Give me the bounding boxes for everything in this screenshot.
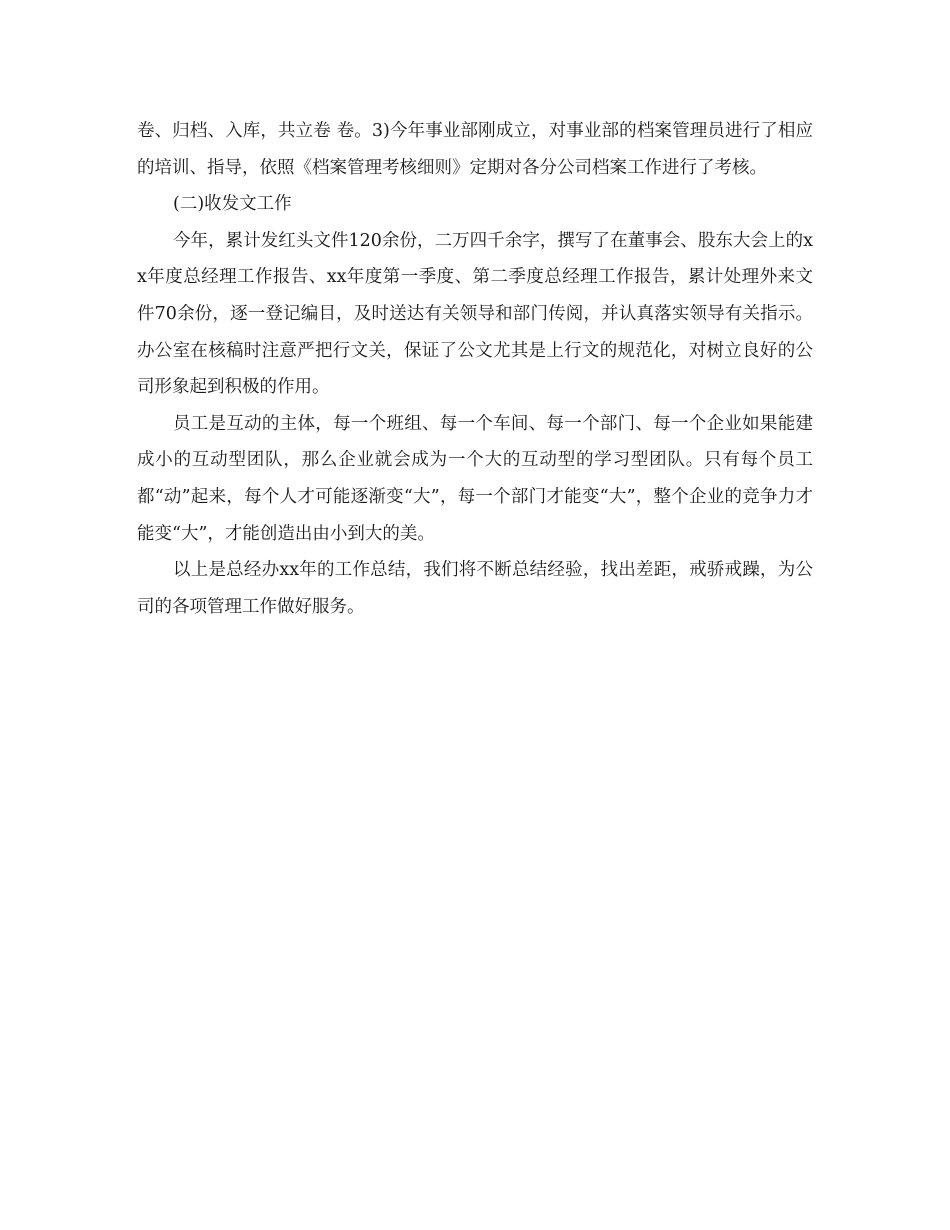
- section-heading-document-handling: (二)收发文工作: [173, 194, 292, 215]
- document-body: [137, 113, 813, 625]
- paragraph-archive-continuation: 卷、归档、入库，共立卷 卷。3)今年事业部刚成立，对事业部的档案管理员进行了相应的培训、指导，依照《档案管理考核细则》定期对各分公司档案工作进行了考核。: [137, 121, 813, 178]
- paragraph-interactive-team: 员工是互动的主体，每一个班组、每一个车间、每一个部门、每一个企业如果能建成小的互动型团队，那么企业就会成为一个大的互动型的学习型团队。只有每个员工都“动”起来，每个人才可能逐渐变“大”，每一个部门才能变“大”，整个企业的竞争力才能变“大”，才能创造出由小到大的美。: [137, 413, 813, 544]
- paragraph-conclusion: 以上是总经办xx年的工作总结，我们将不断总结经验，找出差距，戒骄戒躁，为公司的各项管理工作做好服务。: [137, 560, 813, 617]
- paragraph-document-handling: 今年，累计发红头文件120余份，二万四千余字，撰写了在董事会、股东大会上的xx年度总经理工作报告、xx年度第一季度、第二季度总经理工作报告，累计处理外来文件70余份，逐一登记编目，及时送达有关领导和部门传阅，并认真落实领导有关指示。办公室在核稿时注意严把行文关，保证了公文尤其是上行文的规范化，对树立良好的公司形象起到积极的作用。: [137, 230, 813, 398]
